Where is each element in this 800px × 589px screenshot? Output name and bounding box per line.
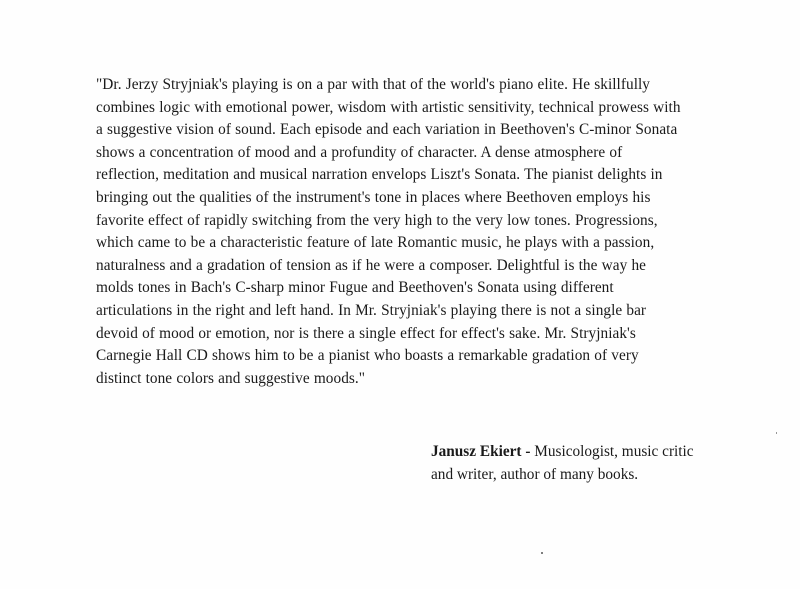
scan-speck [776, 432, 777, 434]
quote-line: molds tones in Bach's C-sharp minor Fugue and Beethoven's Sonata using different [96, 279, 614, 297]
attribution [431, 440, 771, 486]
quote-line: bringing out the qualities of the instrument's tone in places where Beethoven employs his [96, 188, 651, 206]
quote-line: articulations in the right and left hand. In Mr. Stryjniak's playing there is not a single bar [96, 301, 647, 319]
scan-speck [541, 552, 543, 554]
review-quote [96, 74, 746, 390]
author-separator: - [521, 443, 535, 460]
author-name: Janusz Ekiert [431, 443, 522, 460]
attribution-line-1 [431, 440, 771, 463]
quote-line: Carnegie Hall CD shows him to be a pianist who boasts a remarkable gradation of very [96, 347, 639, 365]
quote-line: shows a concentration of mood and a profundity of character. A dense atmosphere of [96, 143, 623, 161]
quote-line: reflection, meditation and musical narration envelops Liszt's Sonata. The pianist delights in [96, 166, 663, 184]
quote-line: devoid of mood or emotion, nor is there a single effect for effect's sake. Mr. Stryjniak's [96, 324, 636, 342]
quote-line: naturalness and a gradation of tension as if he were a composer. Delightful is the way he [96, 256, 646, 274]
author-role: Musicologist, music critic [534, 443, 694, 460]
quote-line: "Dr. Jerzy Stryjniak's playing is on a par with that of the world's piano elite. He skillfully [96, 76, 651, 93]
quote-line: distinct tone colors and suggestive moods." [96, 369, 366, 387]
quote-line: a suggestive vision of sound. Each episode and each variation in Beethoven's C-minor Sonata [96, 121, 678, 139]
attribution-line-2: and writer, author of many books. [431, 466, 639, 483]
quote-line: combines logic with emotional power, wisdom with artistic sensitivity, technical prowess with [96, 98, 681, 116]
quote-line: favorite effect of rapidly switching from the very high to the very low tones. Progressions, [96, 211, 658, 229]
quote-line: which came to be a characteristic feature of late Romantic music, he plays with a passion, [96, 234, 655, 252]
